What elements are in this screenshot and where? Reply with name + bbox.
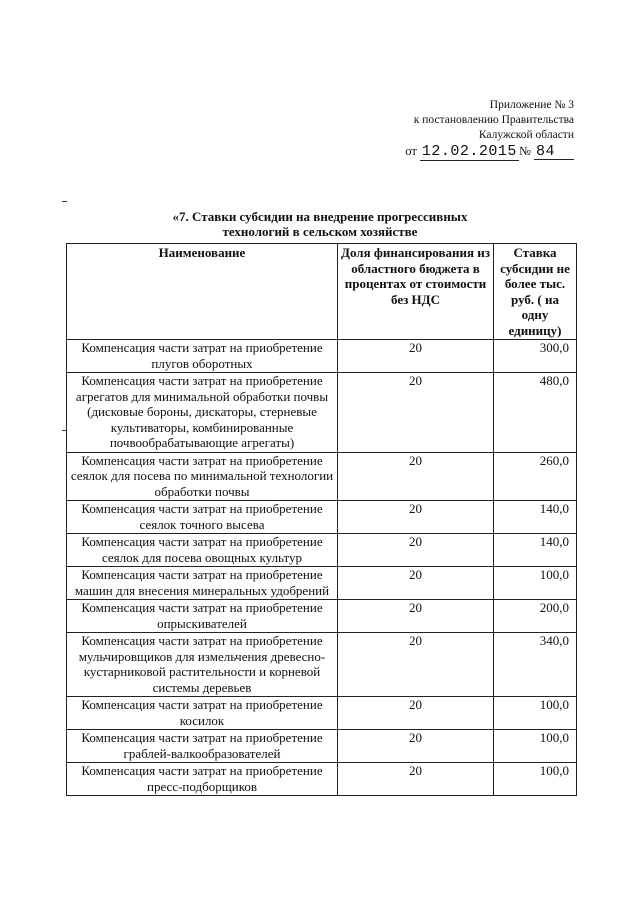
section-title-line: технологий в сельском хозяйстве <box>222 224 418 239</box>
decree-date: 12.02.2015 <box>421 143 517 160</box>
cell-name: Компенсация части затрат на приобретение сеялок для посева овощных культур <box>67 534 338 567</box>
cell-share: 20 <box>338 452 494 501</box>
cell-name: Компенсация части затрат на приобретение мульчировщиков для измельчения древесно-кустарниковой растительности и корневой системы деревьев <box>67 633 338 697</box>
cell-share: 20 <box>338 373 494 453</box>
decree-reference: к постановлению Правительства <box>413 114 574 126</box>
section-title-line: «7. Ставки субсидии на внедрение прогрессивных <box>172 209 468 224</box>
cell-rate: 140,0 <box>494 534 577 567</box>
cell-name: Компенсация части затрат на приобретение косилок <box>67 697 338 730</box>
cell-rate: 480,0 <box>494 373 577 453</box>
cell-rate: 100,0 <box>494 697 577 730</box>
table-row <box>67 600 577 633</box>
table-row <box>67 763 577 796</box>
date-prefix: от <box>405 144 417 158</box>
appendix-header <box>344 98 574 160</box>
cell-name: Компенсация части затрат на приобретение опрыскивателей <box>67 600 338 633</box>
margin-mark <box>62 201 67 202</box>
header-rate: Ставка субсидии не более тыс. руб. ( на одну единицу) <box>494 244 577 340</box>
table-row <box>67 730 577 763</box>
table-row <box>67 567 577 600</box>
cell-rate: 200,0 <box>494 600 577 633</box>
cell-share: 20 <box>338 567 494 600</box>
cell-share: 20 <box>338 697 494 730</box>
number-prefix: № <box>518 144 531 158</box>
cell-name: Компенсация части затрат на приобретение плугов оборотных <box>67 340 338 373</box>
subsidy-rates-table <box>66 243 577 796</box>
table-row <box>67 501 577 534</box>
cell-rate: 100,0 <box>494 567 577 600</box>
cell-share: 20 <box>338 763 494 796</box>
cell-share: 20 <box>338 340 494 373</box>
cell-share: 20 <box>338 501 494 534</box>
region-name: Калужской области <box>478 129 574 141</box>
decree-date-number <box>405 144 574 160</box>
table-row <box>67 534 577 567</box>
cell-name: Компенсация части затрат на приобретение сеялок точного высева <box>67 501 338 534</box>
cell-share: 20 <box>338 600 494 633</box>
cell-name: Компенсация части затрат на приобретение сеялок для посева по минимальной технологии обработки почвы <box>67 452 338 501</box>
cell-share: 20 <box>338 534 494 567</box>
cell-name: Компенсация части затрат на приобретение пресс-подборщиков <box>67 763 338 796</box>
table-row <box>67 452 577 501</box>
cell-share: 20 <box>338 730 494 763</box>
cell-rate: 140,0 <box>494 501 577 534</box>
cell-name: Компенсация части затрат на приобретение агрегатов для минимальной обработки почвы (дисковые бороны, дискаторы, стерневые культиваторы, комбинированные почвообрабатывающие агрегаты) <box>67 373 338 453</box>
header-share: Доля финансирования из областного бюджета в процентах от стоимости без НДС <box>338 244 494 340</box>
header-name: Наименование <box>67 244 338 340</box>
table-header-row <box>67 244 577 340</box>
cell-share: 20 <box>338 633 494 697</box>
table-row <box>67 697 577 730</box>
cell-rate: 340,0 <box>494 633 577 697</box>
cell-rate: 100,0 <box>494 730 577 763</box>
cell-name: Компенсация части затрат на приобретение граблей-валкообразователей <box>67 730 338 763</box>
cell-rate: 100,0 <box>494 763 577 796</box>
table-row <box>67 373 577 453</box>
cell-name: Компенсация части затрат на приобретение машин для внесения минеральных удобрений <box>67 567 338 600</box>
cell-rate: 260,0 <box>494 452 577 501</box>
table-row <box>67 633 577 697</box>
table-row <box>67 340 577 373</box>
cell-rate: 300,0 <box>494 340 577 373</box>
decree-number: 84 <box>534 144 574 160</box>
appendix-number: Приложение № 3 <box>489 99 574 111</box>
section-title <box>0 209 640 239</box>
